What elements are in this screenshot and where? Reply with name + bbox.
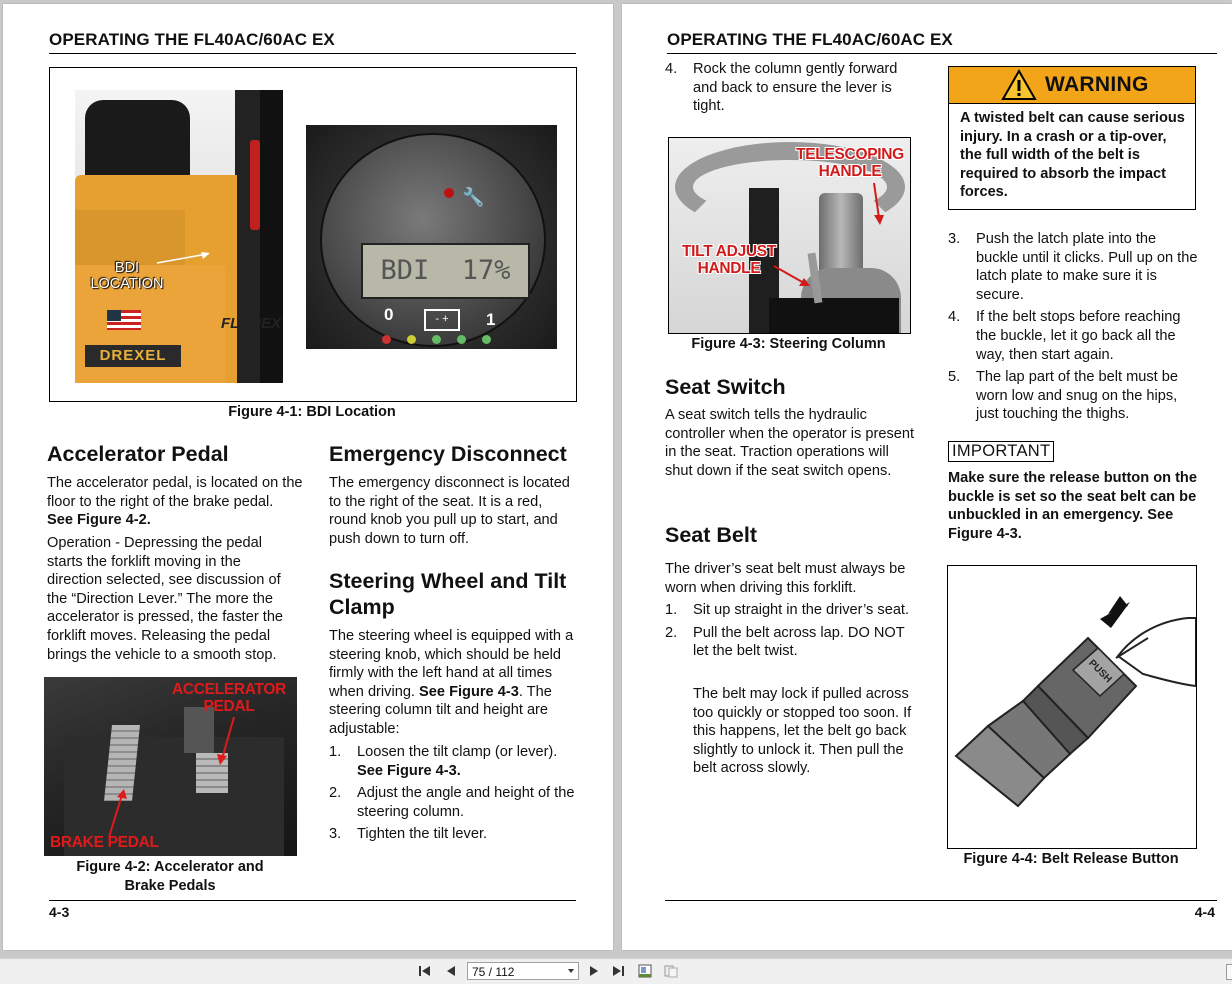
bdi-gauge-photo [306,125,557,349]
pedal-arrows [44,677,297,856]
seat-belt-heading: Seat Belt [665,523,758,547]
steering-heading: Steering Wheel and Tilt Clamp [329,569,567,619]
bdi-location-label: BDI LOCATION [90,260,164,292]
page-header: OPERATING THE FL40AC/60AC EX [49,30,576,54]
page-number: 4-4 [1194,904,1215,920]
step-4 [665,60,915,120]
next-page-icon[interactable] [586,963,602,979]
wrench-icon: 🔧 [462,187,485,207]
figure-4-3-caption: Figure 4-3: Steering Column [691,336,886,352]
steering-column-photo [668,137,911,334]
seat-belt-steps-continued [948,230,1198,428]
accelerator-heading: Accelerator Pedal [47,442,229,466]
list-item: 4. If the belt stops before reaching the buckle, let it go back all the way, then start again. [948,309,1181,363]
belt-release-photo [947,565,1197,849]
pedals-photo [44,677,297,856]
seat-belt-note: The belt may lock if pulled across too quickly or stopped too soon. If this happens, let the belt go back slightly to unlock it. Then pull the belt across slowly. [693,686,912,777]
brake-pedal-label: BRAKE PEDAL [50,834,159,851]
list-item: 5. The lap part of the belt must be worn low and snug on the hips, just touching the thighs. [948,369,1178,423]
list-item: 3. Tighten the tilt lever. [329,826,488,843]
battery-icon: - + [424,309,460,331]
figure-4-1-caption: Figure 4-1: BDI Location [228,404,396,420]
warning-text: A twisted belt can cause serious injury. In a crash or a tip-over, the full width of the belt is required to absorb the impact forces. [960,110,1185,201]
list-item: 2. Adjust the angle and height of the steering column. [329,785,575,820]
list-item: 1. Loosen the tilt clamp (or lever). See Figure 4-3. [329,744,558,779]
page-number-field[interactable]: 75 / 112 [467,962,579,980]
page-dropdown-icon[interactable] [568,969,574,973]
list-item: 4. Rock the column gently forward and back to ensure the lever is tight. [665,61,898,115]
steering-para: The steering wheel is equipped with a steering knob, which should be held firmly with the left hand at all times when driving. See Figure 4-3. The steering column tilt and height are adjustable: [329,628,574,737]
gauge-max-label: 1 [486,310,496,329]
footer-rule [49,900,576,901]
telescoping-handle-label: TELESCOPING HANDLE [796,146,904,180]
bdi-arrow [155,248,215,268]
forklift-photo [75,90,283,383]
accelerator-pedal-label: ACCELERATOR PEDAL [171,681,287,715]
footer-rule [665,900,1217,901]
important-text: Make sure the release button on the buckle is set so the seat belt can be unbuckled in an emergency. See Figure 4-3. [948,470,1197,542]
figure-4-1 [49,67,577,402]
warning-box [948,66,1196,210]
page-header: OPERATING THE FL40AC/60AC EX [667,30,1217,54]
steering-arrows [669,138,910,333]
gauge-min-label: 0 [384,305,394,324]
seat-switch-para: A seat switch tells the hydraulic controller when the operator is present in the seat. Traction operations will shut down if the seat switch opens. [665,407,915,479]
right-page [622,4,1232,950]
important-label: IMPORTANT [948,441,1054,462]
page-layout-icon[interactable] [637,963,653,979]
warning-triangle-icon [1001,69,1037,101]
pdf-navigation-toolbar [0,958,1232,984]
push-label: PUSH [1086,657,1114,686]
left-page [3,4,613,950]
page-view-icon[interactable] [663,963,679,979]
list-item: 2. Pull the belt across lap. DO NOT let the belt twist. [665,624,905,660]
bdi-display: BDI 17% [361,243,530,299]
list-item: 1. Sit up straight in the driver’s seat. [665,602,910,618]
accelerator-para2: Operation - Depressing the pedal starts the forklift moving in the direction selected, see discussion of the “Direction Lever.” The more the accelerator is pressed, the faster the forklift moves. Releasing the pedal brings the vehicle to a smooth stop. [47,535,284,663]
gauge-led-row [382,335,502,345]
first-page-icon[interactable] [417,963,433,979]
steering-steps [329,743,581,848]
flag-icon [107,310,141,330]
figure-4-4-caption: Figure 4-4: Belt Release Button [963,851,1179,867]
seat-belt-para: The driver’s seat belt must always be worn when driving this forklift. [665,561,906,596]
last-page-icon[interactable] [610,963,626,979]
page-number: 4-3 [49,904,70,920]
seat-switch-heading: Seat Switch [665,375,786,399]
warning-title: WARNING [1045,73,1149,96]
emergency-para: The emergency disconnect is located to the right of the seat. It is a red, round knob you pull up to start, and push down to turn off. [329,475,570,547]
previous-page-icon[interactable] [443,963,459,979]
accelerator-para1: The accelerator pedal, is located on the floor to the right of the brake pedal. See Figure 4-2. [47,475,303,529]
tilt-adjust-handle-label: TILT ADJUST HANDLE [682,243,776,277]
scroll-edge [1226,964,1232,980]
seat-belt-steps [665,601,915,665]
brand-badge: DREXEL [85,345,181,367]
list-item: 3. Push the latch plate into the buckle until it clicks. Pull up on the latch plate to make sure it is secure. [948,231,1198,303]
model-badge: FL-40EX [221,315,282,332]
figure-4-2-caption: Figure 4-2: Accelerator and Brake Pedals [76,859,264,894]
buckle-illustration [948,566,1196,848]
warning-banner [949,67,1195,104]
indicator-light-icon [444,188,454,198]
emergency-heading: Emergency Disconnect [329,442,567,466]
